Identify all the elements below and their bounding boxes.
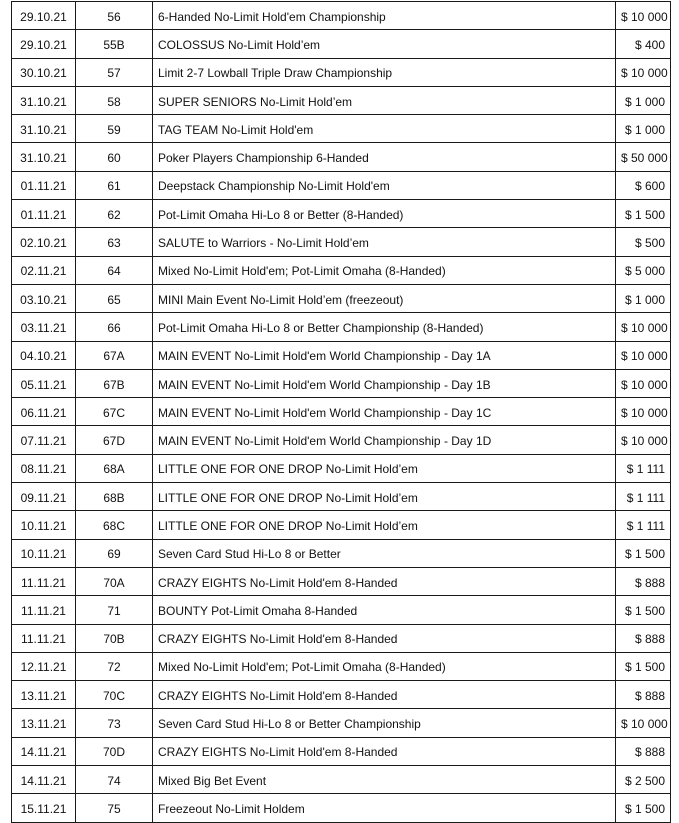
event-date-cell: 06.11.21 <box>12 398 76 426</box>
table-row <box>12 737 671 765</box>
event-number-cell: 55B <box>76 30 153 58</box>
table-row <box>12 284 671 312</box>
buy-in-cell: $ 10 000 <box>616 709 671 737</box>
table-row <box>12 539 671 567</box>
buy-in-cell: $ 1 500 <box>616 652 671 680</box>
buy-in-cell: $ 5 000 <box>616 256 671 284</box>
schedule-body <box>12 2 671 823</box>
event-number-cell: 71 <box>76 596 153 624</box>
event-number-cell: 72 <box>76 652 153 680</box>
buy-in-cell: $ 10 000 <box>616 341 671 369</box>
table-row <box>12 228 671 256</box>
buy-in-cell: $ 10 000 <box>616 369 671 397</box>
buy-in-cell: $ 600 <box>616 171 671 199</box>
event-name-cell: CRAZY EIGHTS No-Limit Hold'em 8-Handed <box>153 737 616 765</box>
event-name-cell: MINI Main Event No-Limit Hold’em (freezeout) <box>153 284 616 312</box>
event-name-cell: MAIN EVENT No-Limit Hold'em World Championship - Day 1A <box>153 341 616 369</box>
event-name-cell: Mixed No-Limit Hold'em; Pot-Limit Omaha (8-Handed) <box>153 652 616 680</box>
table-row <box>12 86 671 114</box>
event-date-cell: 12.11.21 <box>12 652 76 680</box>
event-number-cell: 64 <box>76 256 153 284</box>
buy-in-cell: $ 888 <box>616 737 671 765</box>
event-number-cell: 56 <box>76 2 153 30</box>
event-date-cell: 29.10.21 <box>12 30 76 58</box>
table-row <box>12 341 671 369</box>
buy-in-cell: $ 1 111 <box>616 483 671 511</box>
event-number-cell: 68C <box>76 511 153 539</box>
table-row <box>12 681 671 709</box>
event-number-cell: 63 <box>76 228 153 256</box>
buy-in-cell: $ 1 111 <box>616 454 671 482</box>
event-date-cell: 05.11.21 <box>12 369 76 397</box>
event-name-cell: CRAZY EIGHTS No-Limit Hold'em 8-Handed <box>153 567 616 595</box>
table-row <box>12 652 671 680</box>
buy-in-cell: $ 400 <box>616 30 671 58</box>
table-row <box>12 794 671 822</box>
event-number-cell: 65 <box>76 284 153 312</box>
event-date-cell: 09.11.21 <box>12 483 76 511</box>
table-row <box>12 398 671 426</box>
buy-in-cell: $ 1 500 <box>616 539 671 567</box>
event-date-cell: 02.10.21 <box>12 228 76 256</box>
buy-in-cell: $ 1 500 <box>616 794 671 822</box>
event-name-cell: CRAZY EIGHTS No-Limit Hold'em 8-Handed <box>153 681 616 709</box>
buy-in-cell: $ 888 <box>616 681 671 709</box>
event-number-cell: 67A <box>76 341 153 369</box>
event-name-cell: Seven Card Stud Hi-Lo 8 or Better <box>153 539 616 567</box>
event-date-cell: 07.11.21 <box>12 426 76 454</box>
event-number-cell: 58 <box>76 86 153 114</box>
event-number-cell: 67C <box>76 398 153 426</box>
table-row <box>12 256 671 284</box>
event-name-cell: Mixed Big Bet Event <box>153 766 616 794</box>
event-date-cell: 29.10.21 <box>12 2 76 30</box>
event-number-cell: 70C <box>76 681 153 709</box>
event-date-cell: 03.10.21 <box>12 284 76 312</box>
buy-in-cell: $ 888 <box>616 567 671 595</box>
event-name-cell: Pot-Limit Omaha Hi-Lo 8 or Better Championship (8-Handed) <box>153 313 616 341</box>
event-name-cell: LITTLE ONE FOR ONE DROP No-Limit Hold’em <box>153 454 616 482</box>
table-row <box>12 426 671 454</box>
event-date-cell: 11.11.21 <box>12 567 76 595</box>
event-name-cell: MAIN EVENT No-Limit Hold'em World Championship - Day 1B <box>153 369 616 397</box>
event-name-cell: TAG TEAM No-Limit Hold'em <box>153 115 616 143</box>
event-number-cell: 74 <box>76 766 153 794</box>
table-row <box>12 709 671 737</box>
table-row <box>12 454 671 482</box>
event-number-cell: 62 <box>76 200 153 228</box>
event-date-cell: 31.10.21 <box>12 115 76 143</box>
event-number-cell: 73 <box>76 709 153 737</box>
buy-in-cell: $ 10 000 <box>616 398 671 426</box>
buy-in-cell: $ 1 000 <box>616 86 671 114</box>
buy-in-cell: $ 1 500 <box>616 596 671 624</box>
event-number-cell: 75 <box>76 794 153 822</box>
event-date-cell: 15.11.21 <box>12 794 76 822</box>
table-row <box>12 511 671 539</box>
event-number-cell: 57 <box>76 58 153 86</box>
table-row <box>12 2 671 30</box>
event-date-cell: 31.10.21 <box>12 86 76 114</box>
table-row <box>12 143 671 171</box>
event-name-cell: Freezeout No-Limit Holdem <box>153 794 616 822</box>
event-name-cell: Deepstack Championship No-Limit Hold'em <box>153 171 616 199</box>
buy-in-cell: $ 888 <box>616 624 671 652</box>
buy-in-cell: $ 10 000 <box>616 2 671 30</box>
event-number-cell: 68B <box>76 483 153 511</box>
buy-in-cell: $ 1 500 <box>616 200 671 228</box>
event-name-cell: COLOSSUS No-Limit Hold’em <box>153 30 616 58</box>
event-date-cell: 02.11.21 <box>12 256 76 284</box>
event-number-cell: 70B <box>76 624 153 652</box>
table-row <box>12 596 671 624</box>
event-number-cell: 60 <box>76 143 153 171</box>
event-date-cell: 11.11.21 <box>12 596 76 624</box>
event-date-cell: 14.11.21 <box>12 737 76 765</box>
event-number-cell: 69 <box>76 539 153 567</box>
table-row <box>12 200 671 228</box>
event-name-cell: Poker Players Championship 6-Handed <box>153 143 616 171</box>
buy-in-cell: $ 10 000 <box>616 58 671 86</box>
buy-in-cell: $ 2 500 <box>616 766 671 794</box>
table-row <box>12 30 671 58</box>
event-number-cell: 68A <box>76 454 153 482</box>
event-date-cell: 10.11.21 <box>12 539 76 567</box>
event-number-cell: 66 <box>76 313 153 341</box>
event-number-cell: 67B <box>76 369 153 397</box>
event-name-cell: Limit 2-7 Lowball Triple Draw Championship <box>153 58 616 86</box>
event-number-cell: 70D <box>76 737 153 765</box>
table-row <box>12 313 671 341</box>
event-number-cell: 61 <box>76 171 153 199</box>
event-date-cell: 30.10.21 <box>12 58 76 86</box>
table-row <box>12 115 671 143</box>
event-name-cell: LITTLE ONE FOR ONE DROP No-Limit Hold’em <box>153 483 616 511</box>
buy-in-cell: $ 1 000 <box>616 284 671 312</box>
event-name-cell: SUPER SENIORS No-Limit Hold’em <box>153 86 616 114</box>
event-name-cell: Pot-Limit Omaha Hi-Lo 8 or Better (8-Handed) <box>153 200 616 228</box>
tournament-schedule-table <box>11 1 671 823</box>
event-date-cell: 08.11.21 <box>12 454 76 482</box>
buy-in-cell: $ 10 000 <box>616 426 671 454</box>
buy-in-cell: $ 50 000 <box>616 143 671 171</box>
event-date-cell: 01.11.21 <box>12 171 76 199</box>
table-row <box>12 624 671 652</box>
buy-in-cell: $ 1 000 <box>616 115 671 143</box>
event-name-cell: MAIN EVENT No-Limit Hold'em World Championship - Day 1D <box>153 426 616 454</box>
table-row <box>12 483 671 511</box>
table-row <box>12 58 671 86</box>
event-date-cell: 13.11.21 <box>12 709 76 737</box>
event-date-cell: 13.11.21 <box>12 681 76 709</box>
event-date-cell: 03.11.21 <box>12 313 76 341</box>
event-name-cell: MAIN EVENT No-Limit Hold'em World Championship - Day 1C <box>153 398 616 426</box>
event-name-cell: 6-Handed No-Limit Hold'em Championship <box>153 2 616 30</box>
event-name-cell: CRAZY EIGHTS No-Limit Hold'em 8-Handed <box>153 624 616 652</box>
table-row <box>12 766 671 794</box>
buy-in-cell: $ 1 111 <box>616 511 671 539</box>
event-name-cell: Seven Card Stud Hi-Lo 8 or Better Championship <box>153 709 616 737</box>
event-name-cell: Mixed No-Limit Hold'em; Pot-Limit Omaha (8-Handed) <box>153 256 616 284</box>
table-row <box>12 567 671 595</box>
event-number-cell: 67D <box>76 426 153 454</box>
event-date-cell: 11.11.21 <box>12 624 76 652</box>
event-date-cell: 14.11.21 <box>12 766 76 794</box>
event-number-cell: 59 <box>76 115 153 143</box>
event-number-cell: 70A <box>76 567 153 595</box>
event-date-cell: 01.11.21 <box>12 200 76 228</box>
event-name-cell: SALUTE to Warriors - No-Limit Hold’em <box>153 228 616 256</box>
event-date-cell: 31.10.21 <box>12 143 76 171</box>
buy-in-cell: $ 500 <box>616 228 671 256</box>
buy-in-cell: $ 10 000 <box>616 313 671 341</box>
event-name-cell: BOUNTY Pot-Limit Omaha 8-Handed <box>153 596 616 624</box>
event-date-cell: 10.11.21 <box>12 511 76 539</box>
event-name-cell: LITTLE ONE FOR ONE DROP No-Limit Hold’em <box>153 511 616 539</box>
event-date-cell: 04.10.21 <box>12 341 76 369</box>
table-row <box>12 369 671 397</box>
table-row <box>12 171 671 199</box>
